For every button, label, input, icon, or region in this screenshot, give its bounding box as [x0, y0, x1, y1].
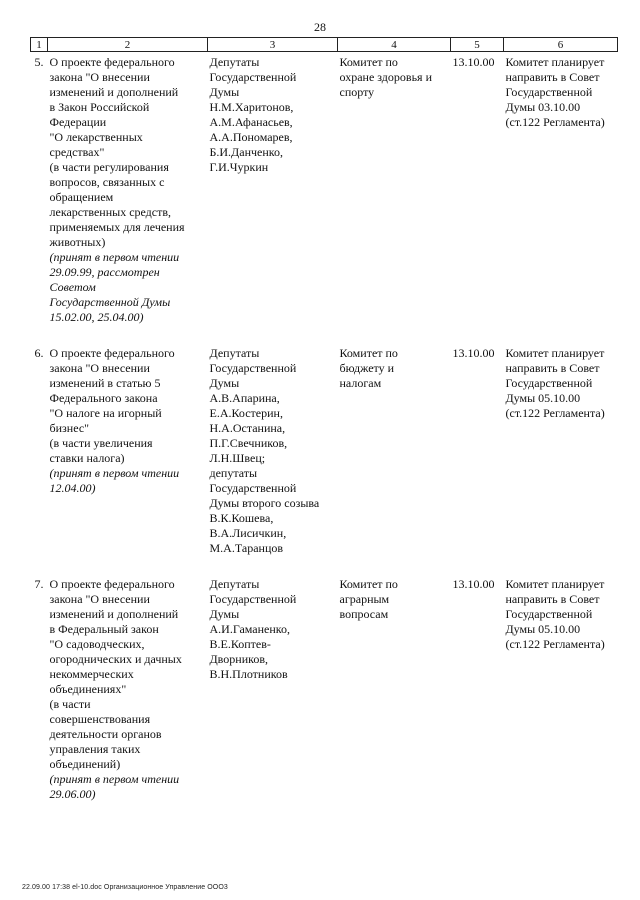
bill-authors-line: Думы — [209, 376, 240, 390]
row-spacer — [31, 556, 618, 574]
table-body — [31, 52, 618, 803]
bill-authors — [208, 574, 338, 802]
bill-authors-line: Е.А.Костерин, — [209, 406, 283, 420]
row-number: 7. — [34, 577, 44, 591]
bill-status-line: Государственной — [505, 607, 593, 621]
bill-authors-line: Государственной — [209, 481, 297, 495]
bill-title-line: деятельности органов — [49, 727, 162, 741]
bill-status-line: (ст.122 Регламента) — [505, 115, 605, 129]
responsible-committee-line: охране здоровья и — [339, 70, 432, 84]
table-row — [31, 574, 618, 802]
responsible-committee-line: Комитет по — [339, 577, 398, 591]
bill-authors-line: Н.М.Харитонов, — [209, 100, 294, 114]
bill-authors-line: Депутаты — [209, 346, 260, 360]
bill-status-line: направить в Совет — [505, 592, 600, 606]
review-date: 13.10.00 — [452, 55, 495, 69]
bill-title-line: ставки налога) — [49, 451, 125, 465]
bill-authors-line: А.М.Афанасьев, — [209, 115, 293, 129]
bill-title-line: огороднических и дачных — [49, 652, 182, 666]
bill-authors-line: Государственной — [209, 70, 297, 84]
bill-authors-line: Думы — [209, 607, 240, 621]
bill-title-line: бизнес" — [49, 421, 90, 435]
bill-title — [48, 343, 208, 556]
bill-status — [504, 343, 618, 556]
bill-title-line: объединениях" — [49, 682, 127, 696]
bill-status-line: (ст.122 Регламента) — [505, 406, 605, 420]
bill-authors-line: А.В.Апарина, — [209, 391, 280, 405]
bill-title-line: (в части увеличения — [49, 436, 153, 450]
bill-title-line: О проекте федерального — [49, 577, 175, 591]
header-col-6: 6 — [504, 38, 618, 52]
responsible-committee-line: аграрным — [339, 592, 390, 606]
bill-authors-line: Государственной — [209, 361, 297, 375]
reading-note-line: 29.09.99, рассмотрен — [49, 265, 160, 279]
responsible-committee-line: спорту — [339, 85, 375, 99]
bill-title-line: средствах" — [49, 145, 105, 159]
reading-note-line: (принят в первом чтении — [49, 466, 180, 480]
bill-status-line: Комитет планирует — [505, 55, 605, 69]
bill-title-line: (в части регулирования — [49, 160, 169, 174]
bill-authors-line: Депутаты — [209, 55, 260, 69]
bill-title-line: управления таких — [49, 742, 141, 756]
reading-note-line: (принят в первом чтении — [49, 250, 180, 264]
bill-title-line: (в части — [49, 697, 91, 711]
bill-title-line: Федерального закона — [49, 391, 158, 405]
bill-status-line: Думы 03.10.00 — [505, 100, 581, 114]
bill-authors-line: Дворников, — [209, 652, 268, 666]
bill-authors-line: А.И.Гаманенко, — [209, 622, 291, 636]
bill-status-line: Комитет планирует — [505, 577, 605, 591]
bill-title-line: изменений и дополнений — [49, 607, 179, 621]
reading-note-line: 15.02.00, 25.04.00) — [49, 310, 144, 324]
header-col-2: 2 — [48, 38, 208, 52]
responsible-committee-line: Комитет по — [339, 55, 398, 69]
responsible-committee — [338, 343, 451, 556]
bill-title-line: изменений в статью 5 — [49, 376, 161, 390]
header-col-1: 1 — [31, 38, 48, 52]
bill-authors-line: В.Е.Коптев- — [209, 637, 271, 651]
bill-title-line: обращением — [49, 190, 114, 204]
bill-authors-line: Думы — [209, 85, 240, 99]
bill-authors — [208, 343, 338, 556]
bill-title-line: в Федеральный закон — [49, 622, 159, 636]
bill-title-line: "О садоводческих, — [49, 637, 145, 651]
responsible-committee-line: бюджету и — [339, 361, 395, 375]
responsible-committee — [338, 52, 451, 326]
bill-title-line: О проекте федерального — [49, 346, 175, 360]
bill-authors-line: Б.И.Данченко, — [209, 145, 283, 159]
header-col-5: 5 — [451, 38, 504, 52]
bill-title-line: изменений и дополнений — [49, 85, 179, 99]
bill-authors-line: Депутаты — [209, 577, 260, 591]
bill-title-line: "О налоге на игорный — [49, 406, 162, 420]
reading-note-line: Государственной Думы — [49, 295, 171, 309]
review-date: 13.10.00 — [452, 577, 495, 591]
bill-title-line: закона "О внесении — [49, 592, 150, 606]
bill-status-line: (ст.122 Регламента) — [505, 637, 605, 651]
bill-title — [48, 52, 208, 326]
bill-status-line: Думы 05.10.00 — [505, 622, 581, 636]
header-col-4: 4 — [338, 38, 451, 52]
bill-title-line: некоммерческих — [49, 667, 134, 681]
bill-authors-line: Г.И.Чуркин — [209, 160, 269, 174]
reading-note-line: Советом — [49, 280, 96, 294]
header-col-3: 3 — [208, 38, 338, 52]
bill-title-line: вопросов, связанных с — [49, 175, 165, 189]
bill-title-line: применяемых для лечения — [49, 220, 185, 234]
bill-authors-line: Л.Н.Швец; — [209, 451, 266, 465]
table-row — [31, 343, 618, 556]
bill-title-line: закона "О внесении — [49, 70, 150, 84]
bill-authors-line: А.А.Пономарев, — [209, 130, 293, 144]
bill-authors-line: М.А.Таранцов — [209, 541, 284, 555]
bill-title-line: объединений) — [49, 757, 121, 771]
bill-authors-line: В.А.Лисичкин, — [209, 526, 287, 540]
bill-title-line: "О лекарственных — [49, 130, 143, 144]
responsible-committee-line: налогам — [339, 376, 382, 390]
bill-title-line: животных) — [49, 235, 106, 249]
responsible-committee — [338, 574, 451, 802]
bill-authors-line: П.Г.Свечников, — [209, 436, 288, 450]
bill-authors-line: В.К.Кошева, — [209, 511, 274, 525]
bills-table — [30, 37, 618, 802]
bill-authors-line: В.Н.Плотников — [209, 667, 288, 681]
bill-authors — [208, 52, 338, 326]
reading-note-line: 12.04.00) — [49, 481, 96, 495]
bill-title-line: О проекте федерального — [49, 55, 175, 69]
row-spacer — [31, 325, 618, 343]
bill-title-line: закона "О внесении — [49, 361, 150, 375]
bill-title-line: в Закон Российской — [49, 100, 150, 114]
bill-authors-line: Думы второго созыва — [209, 496, 320, 510]
bill-authors-line: Государственной — [209, 592, 297, 606]
bill-status-line: Комитет планирует — [505, 346, 605, 360]
bill-title-line: Федерации — [49, 115, 107, 129]
bill-title — [48, 574, 208, 802]
bill-status — [504, 574, 618, 802]
bill-status-line: направить в Совет — [505, 361, 600, 375]
responsible-committee-line: вопросам — [339, 607, 389, 621]
bill-authors-line: депутаты — [209, 466, 258, 480]
table-row — [31, 52, 618, 326]
row-spacer-cell — [31, 325, 618, 343]
row-number: 5. — [34, 55, 44, 69]
bill-status-line: Государственной — [505, 85, 593, 99]
bill-title-line: лекарственных средств, — [49, 205, 172, 219]
row-number: 6. — [34, 346, 44, 360]
page-number: 28 — [314, 20, 326, 34]
responsible-committee-line: Комитет по — [339, 346, 398, 360]
bill-title-line: совершенствования — [49, 712, 151, 726]
bill-status-line: Государственной — [505, 376, 593, 390]
bill-status-line: направить в Совет — [505, 70, 600, 84]
bill-status — [504, 52, 618, 326]
review-date: 13.10.00 — [452, 346, 495, 360]
row-spacer-cell — [31, 556, 618, 574]
document-footer: 22.09.00 17:38 el-10.doc Организационное Управление ООО3 — [22, 884, 228, 891]
bill-authors-line: Н.А.Останина, — [209, 421, 286, 435]
reading-note-line: 29.06.00) — [49, 787, 96, 801]
bill-status-line: Думы 05.10.00 — [505, 391, 581, 405]
table-header — [31, 38, 618, 52]
reading-note-line: (принят в первом чтении — [49, 772, 180, 786]
